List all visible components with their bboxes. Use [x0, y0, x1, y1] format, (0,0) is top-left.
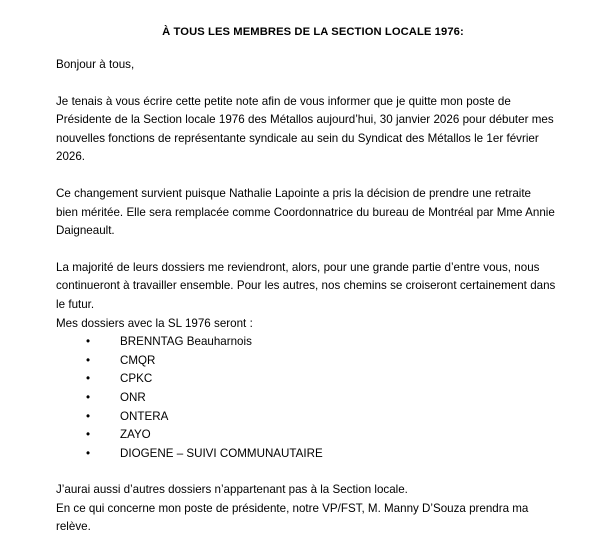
body-paragraph-3: La majorité de leurs dossiers me reviendront, alors, pour une grande partie d’entre vous, nous continueront à travailler ensemble. Pour les autres, nos chemins se croiseront certainement dans le futur. — [56, 260, 556, 311]
list-item-label: BRENNTAG Beauharnois — [120, 335, 252, 349]
bullet-icon: • — [86, 335, 91, 349]
bullet-icon: • — [86, 409, 91, 423]
list-item — [56, 333, 556, 352]
closing-line-1: J’aurai aussi d’autres dossiers n’appartenant pas à la Section locale. — [56, 483, 408, 497]
closing-line-2: En ce qui concerne mon poste de présidente, notre VP/FST, M. Manny D’Souza prendra ma relève. — [56, 501, 529, 534]
list-item-label: ONTERA — [120, 409, 169, 423]
document-title: À TOUS LES MEMBRES DE LA SECTION LOCALE 1976: — [162, 26, 464, 38]
list-item — [56, 408, 556, 427]
body-paragraph-2: Ce changement survient puisque Nathalie Lapointe a pris la décision de prendre une retraite bien méritée. Elle sera remplacée comme Coordonnatrice du bureau de Montréal par Mme Annie Daigneault. — [56, 186, 555, 238]
bullet-icon: • — [86, 428, 91, 442]
list-item — [56, 370, 556, 389]
list-item-label: ZAYO — [120, 428, 151, 442]
title-spacer — [56, 39, 556, 56]
paragraph-spacer-1 — [56, 75, 556, 93]
paragraph-spacer-3 — [56, 241, 556, 259]
bullet-icon: • — [86, 353, 91, 367]
bullet-icon: • — [86, 372, 91, 386]
list-item-label: ONR — [120, 390, 146, 404]
list-item-label: CPKC — [120, 372, 153, 386]
dossier-list — [56, 333, 556, 463]
list-item — [56, 352, 556, 371]
list-item-label: DIOGENE – SUIVI COMMUNAUTAIRE — [120, 446, 323, 460]
bullet-icon: • — [86, 446, 91, 460]
paragraph-spacer-2 — [56, 167, 556, 185]
list-item — [56, 445, 556, 464]
list-item-label: CMQR — [120, 353, 156, 367]
body-paragraph-1: Je tenais à vous écrire cette petite note afin de vous informer que je quitte mon poste de Présidente de la Section locale 1976 des Métallos aujourd’hui, 30 janvier 2026 pour débuter mes nouvelles fonctions de représentante syndicale au sein du Syndicat des Métallos le 1er février 2026. — [56, 94, 554, 164]
document-body — [56, 0, 556, 537]
list-intro-paragraph: Mes dossiers avec la SL 1976 seront : — [56, 316, 253, 330]
greeting-paragraph: Bonjour à tous, — [56, 58, 135, 71]
list-item — [56, 389, 556, 408]
list-item — [56, 426, 556, 445]
bullet-icon: • — [86, 390, 91, 404]
list-spacer — [56, 463, 556, 481]
